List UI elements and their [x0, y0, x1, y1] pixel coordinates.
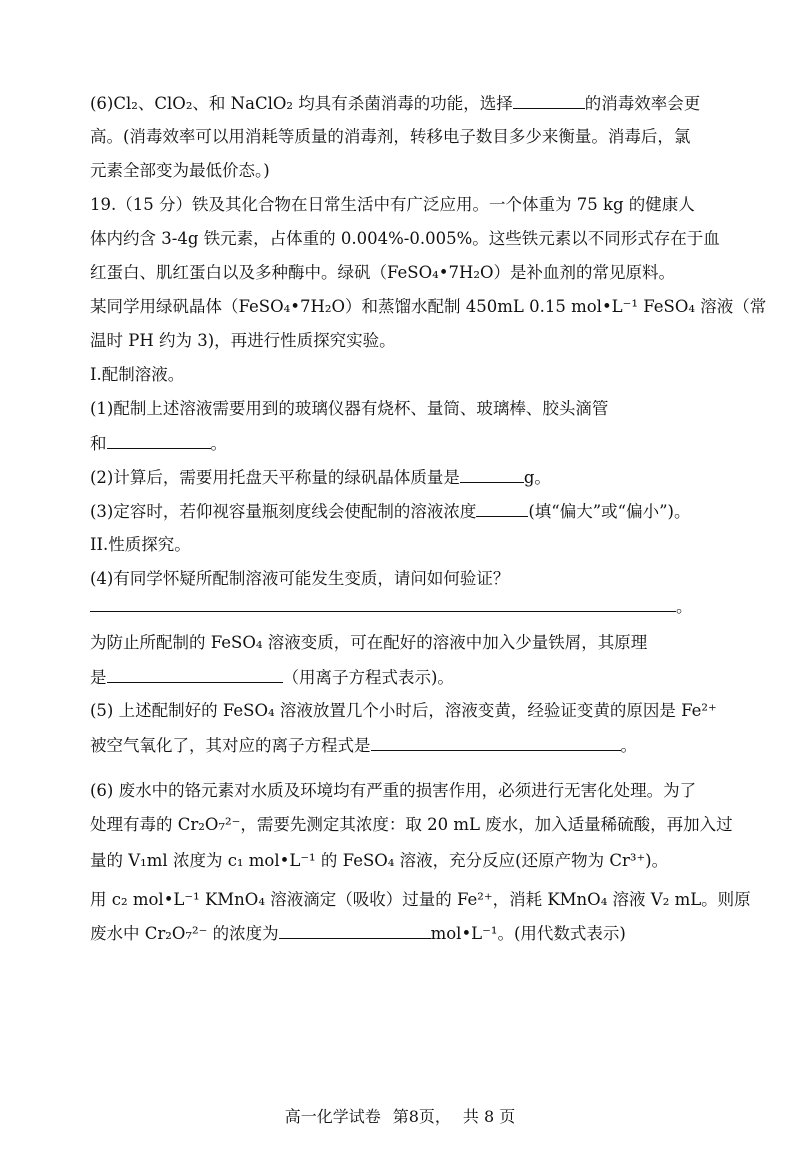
answer-blank: [513, 92, 585, 109]
answer-blank: [460, 466, 524, 483]
q5-line1: (5) 上述配制好的 FeSO₄ 溶液放置几个小时后，溶液变黄，经验证变黄的原因是 Fe²⁺: [90, 701, 717, 720]
q4-line4-post: （用离子方程式表示)。: [282, 668, 454, 687]
q19-line1: 19.（15 分）铁及其化合物在日常生活中有广泛应用。一个体重为 75 kg 的健康人: [90, 195, 695, 214]
q19-line3: 红蛋白、肌红蛋白以及多种酶中。绿矾（FeSO₄•7H₂O）是补血剂的常见原料。: [90, 263, 676, 282]
q4-line3: 为防止所配制的 FeSO₄ 溶液变质，可在配好的溶液中加入少量铁屑，其原理: [90, 633, 648, 652]
answer-blank: [107, 666, 283, 683]
answer-blank: [107, 432, 211, 449]
q4-line1: (4)有同学怀疑所配制溶液可能发生变质，请问如何验证？: [90, 569, 510, 588]
q3-pre: (3)定容时，若仰视容量瓶刻度线会使配制的溶液浓度: [90, 502, 477, 521]
q1-line2-post: 。: [210, 434, 227, 453]
q6b-line4: 用 c₂ mol•L⁻¹ KMnO₄ 溶液滴定（吸收）过量的 Fe²⁺，消耗 KMnO₄ 溶液 V₂ mL。则原: [90, 890, 751, 909]
section-heading-2: II.性质探究。: [90, 535, 191, 554]
answer-blank: [279, 922, 431, 939]
q6b-line5-post: mol•L⁻¹。(用代数式表示): [430, 924, 626, 943]
q6a-line1-pre: (6)Cl₂、ClO₂、和 NaClO₂ 均具有杀菌消毒的功能，选择: [90, 94, 513, 113]
q6b-line1: (6) 废水中的铬元素对水质及环境均有严重的损害作用，必须进行无害化处理。为了: [90, 781, 697, 800]
q19-line4: 某同学用绿矾晶体（FeSO₄•7H₂O）和蒸馏水配制 450mL 0.15 mol•L⁻¹ FeSO₄ 溶液（常: [90, 297, 767, 316]
answer-blank: [476, 500, 528, 517]
q2-post: g。: [523, 468, 551, 487]
footer-page-number: 第8页，: [392, 1107, 451, 1126]
q5-line2-pre: 被空气氧化了，其对应的离子方程式是: [90, 736, 371, 755]
q5-line2-post: 。: [620, 736, 637, 755]
footer-total-pages: 共 8 页: [462, 1107, 516, 1126]
q3-post: (填“偏大”或“偏小”)。: [528, 502, 691, 521]
q6b-line3: 量的 V₁ml 浓度为 c₁ mol•L⁻¹ 的 FeSO₄ 溶液，充分反应(还原产物为 Cr³⁺)。: [90, 851, 669, 870]
answer-blank-long: [90, 595, 676, 612]
q6a-line2: 高。(消毒效率可以用消耗等质量的消毒剂，转移电子数目多少来衡量。消毒后，氯: [90, 127, 691, 146]
q4-line4-pre: 是: [90, 668, 107, 687]
q6a-line1-post: 的消毒效率会更: [584, 94, 701, 113]
q6b-line2: 处理有毒的 Cr₂O₇²⁻，需要先测定其浓度：取 20 mL 废水，加入适量稀硫酸，再加入过: [90, 815, 733, 834]
footer-title: 高一化学试卷: [284, 1107, 381, 1126]
q1-line1: (1)配制上述溶液需要用到的玻璃仪器有烧杯、量筒、玻璃棒、胶头滴管: [90, 399, 609, 418]
q6b-line5-pre: 废水中 Cr₂O₇²⁻ 的浓度为: [90, 924, 279, 943]
section-heading-1: I.配制溶液。: [90, 365, 185, 384]
q6a-line3: 元素全部变为最低价态。): [90, 161, 270, 180]
q1-line2-pre: 和: [90, 434, 107, 453]
page-footer: [0, 1104, 800, 1127]
q19-line5: 温时 PH 约为 3)，再进行性质探究实验。: [90, 331, 396, 350]
q19-line2: 体内约含 3-4g 铁元素，占体重的 0.004%-0.005%。这些铁元素以不同形式存在于血: [90, 229, 720, 248]
answer-blank: [371, 734, 621, 751]
q2-pre: (2)计算后，需要用托盘天平称量的绿矾晶体质量是: [90, 468, 460, 487]
q4-blank-end: 。: [676, 597, 693, 616]
